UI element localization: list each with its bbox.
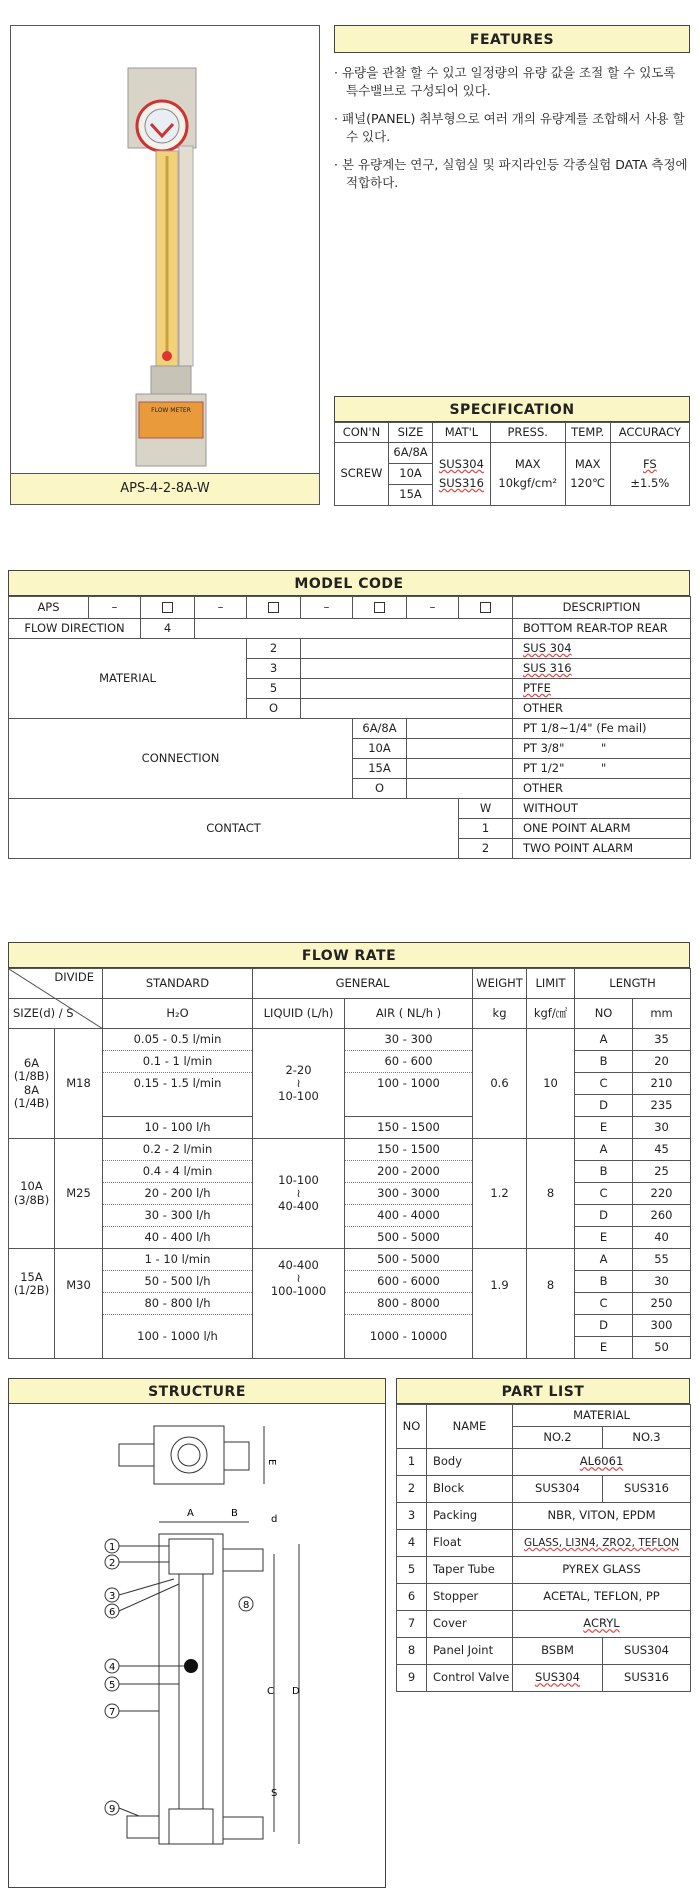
- length-no: E: [575, 1117, 633, 1139]
- part-list-header: [396, 1378, 690, 1404]
- part-name-head: NAME: [427, 1405, 513, 1449]
- h2o-head: H₂O: [103, 999, 253, 1029]
- callout-2: 2: [109, 1558, 116, 1569]
- material-desc: OTHER: [513, 699, 691, 719]
- air-cell: 600 - 6000: [345, 1271, 473, 1293]
- code-dash: –: [89, 597, 141, 619]
- standard-head: STANDARD: [103, 969, 253, 999]
- blank-cell: [301, 699, 513, 719]
- s-cell: M30: [55, 1249, 103, 1359]
- air-cell: 300 - 3000: [345, 1183, 473, 1205]
- length-head: LENGTH: [575, 969, 691, 999]
- material-desc: SUS 316: [513, 659, 691, 679]
- spec-head: ACCURACY: [610, 423, 689, 443]
- specification-header: [334, 396, 690, 422]
- h2o-cell: 10 - 100 l/h: [103, 1117, 253, 1139]
- weight-cell: 0.6: [473, 1029, 527, 1139]
- spec-press: MAX 10kgf/cm²: [490, 443, 565, 506]
- connection-code: 15A: [353, 759, 407, 779]
- features-header: [334, 25, 690, 53]
- contact-desc: ONE POINT ALARM: [513, 819, 691, 839]
- blank-cell: [301, 659, 513, 679]
- divide-label: DIVIDE: [54, 970, 94, 984]
- length-mm: 50: [633, 1337, 691, 1359]
- material-head: MATERIAL: [513, 1405, 691, 1427]
- air-cell: 100 - 1000: [345, 1073, 473, 1117]
- spec-head: SIZE: [388, 423, 432, 443]
- air-cell: 30 - 300: [345, 1029, 473, 1051]
- callout-9: 9: [109, 1804, 116, 1815]
- kg-head: kg: [473, 999, 527, 1029]
- contact-label: CONTACT: [9, 799, 459, 859]
- part-no: 2: [397, 1476, 427, 1503]
- part-name: Cover: [427, 1611, 513, 1638]
- mm-head: mm: [633, 999, 691, 1029]
- part-material: ACRYL: [513, 1611, 691, 1638]
- blank-cell: [407, 719, 513, 739]
- material-code: 3: [247, 659, 301, 679]
- callout-8: 8: [243, 1600, 250, 1611]
- material-desc: PTFE: [513, 679, 691, 699]
- part-material: PYREX GLASS: [513, 1557, 691, 1584]
- size-cell: 6A (1/8B) 8A (1/4B): [9, 1029, 55, 1139]
- air-cell: 500 - 5000: [345, 1249, 473, 1271]
- specification-title: SPECIFICATION: [449, 402, 575, 418]
- callout-3: 3: [109, 1591, 116, 1602]
- air-cell: 150 - 1500: [345, 1139, 473, 1161]
- air-cell: 800 - 8000: [345, 1293, 473, 1315]
- weight-cell: 1.9: [473, 1249, 527, 1359]
- limit-cell: 8: [527, 1139, 575, 1249]
- length-mm: 260: [633, 1205, 691, 1227]
- air-cell: 400 - 4000: [345, 1205, 473, 1227]
- length-mm: 30: [633, 1271, 691, 1293]
- part-no: 9: [397, 1665, 427, 1692]
- limit-cell: 8: [527, 1249, 575, 1359]
- code-prefix: APS: [9, 597, 89, 619]
- size-label-cell: [9, 999, 103, 1029]
- length-no: E: [575, 1227, 633, 1249]
- code-dash: –: [407, 597, 459, 619]
- part-material: BSBM: [513, 1638, 603, 1665]
- no3-head: NO.3: [603, 1427, 691, 1449]
- h2o-cell: 0.15 - 1.5 l/min: [103, 1073, 253, 1117]
- blank-cell: [407, 739, 513, 759]
- part-no: 4: [397, 1530, 427, 1557]
- part-name: Body: [427, 1449, 513, 1476]
- spec-matl: SUS304 SUS316: [433, 443, 491, 506]
- callout-1: 1: [109, 1542, 116, 1553]
- part-material: ACETAL, TEFLON, PP: [513, 1584, 691, 1611]
- structure-title: STRUCTURE: [148, 1384, 246, 1400]
- h2o-cell: 30 - 300 l/h: [103, 1205, 253, 1227]
- air-cell: 200 - 2000: [345, 1161, 473, 1183]
- part-name: Block: [427, 1476, 513, 1503]
- material-code: O: [247, 699, 301, 719]
- product-panel: [10, 25, 320, 505]
- blank-cell: [195, 619, 513, 639]
- liquid-cell: 40-400 ≀ 100-1000: [253, 1249, 345, 1359]
- h2o-cell: 20 - 200 l/h: [103, 1183, 253, 1205]
- h2o-cell: 40 - 400 l/h: [103, 1227, 253, 1249]
- blank-cell: [407, 759, 513, 779]
- code-box: [459, 597, 513, 619]
- spec-accuracy: FS ±1.5%: [610, 443, 689, 506]
- callout-4: 4: [109, 1662, 116, 1673]
- code-box: [247, 597, 301, 619]
- contact-code: W: [459, 799, 513, 819]
- part-material: SUS304: [513, 1665, 603, 1692]
- model-code-header: [8, 570, 690, 596]
- flow-rate-title: FLOW RATE: [301, 948, 397, 964]
- weight-cell: 1.2: [473, 1139, 527, 1249]
- feature-item: · 패널(PANEL) 취부형으로 여러 개의 유량계를 조합해서 사용 할 수 있다.: [334, 111, 685, 144]
- size-cell: 15A (1/2B): [9, 1249, 55, 1359]
- flow-rate-header: [8, 942, 690, 968]
- length-no: A: [575, 1029, 633, 1051]
- length-mm: 20: [633, 1051, 691, 1073]
- product-caption-bar: [11, 473, 319, 504]
- part-name: Float: [427, 1530, 513, 1557]
- length-mm: 25: [633, 1161, 691, 1183]
- part-material: NBR, VITON, EPDM: [513, 1503, 691, 1530]
- material-label: MATERIAL: [9, 639, 247, 719]
- air-cell: 150 - 1500: [345, 1117, 473, 1139]
- spec-temp: MAX 120℃: [565, 443, 610, 506]
- spec-conn: SCREW: [335, 443, 389, 506]
- callout-6: 6: [109, 1607, 116, 1618]
- flowmeter-photo: [11, 26, 319, 476]
- model-code-table: [8, 596, 691, 859]
- length-no: C: [575, 1073, 633, 1095]
- spec-size: 10A: [388, 464, 432, 485]
- blank-cell: [301, 679, 513, 699]
- code-dash: –: [195, 597, 247, 619]
- part-no-head: NO: [397, 1405, 427, 1449]
- limit-cell: 10: [527, 1029, 575, 1139]
- h2o-cell: 100 - 1000 l/h: [103, 1315, 253, 1359]
- structure-drawing: [9, 1404, 385, 1886]
- connection-code: O: [353, 779, 407, 799]
- spec-size: 6A/8A: [388, 443, 432, 464]
- description-head: DESCRIPTION: [513, 597, 691, 619]
- size-cell: 10A (3/8B): [9, 1139, 55, 1249]
- part-material: SUS316: [603, 1476, 691, 1503]
- part-list-table: [396, 1404, 691, 1692]
- part-material: SUS304: [513, 1476, 603, 1503]
- connection-desc: PT 1/8~1/4" (Fe mail): [513, 719, 691, 739]
- liquid-cell: 10-100 ≀ 40-400: [253, 1139, 345, 1249]
- code-box: [141, 597, 195, 619]
- limit-head: LIMIT: [527, 969, 575, 999]
- part-no: 7: [397, 1611, 427, 1638]
- part-name: Stopper: [427, 1584, 513, 1611]
- length-no: A: [575, 1139, 633, 1161]
- part-material: AL6061: [513, 1449, 691, 1476]
- length-no: D: [575, 1095, 633, 1117]
- length-no: C: [575, 1183, 633, 1205]
- kgf-head: kgf/㎠: [527, 999, 575, 1029]
- general-head: GENERAL: [253, 969, 473, 999]
- dim-D: D: [292, 1686, 300, 1697]
- length-mm: 235: [633, 1095, 691, 1117]
- length-no: B: [575, 1271, 633, 1293]
- length-no: B: [575, 1051, 633, 1073]
- spec-head: CON'N: [335, 423, 389, 443]
- dim-C: C: [267, 1686, 274, 1697]
- length-mm: 210: [633, 1073, 691, 1095]
- divide-size-corner: [9, 969, 103, 999]
- length-no: D: [575, 1205, 633, 1227]
- length-no: C: [575, 1293, 633, 1315]
- part-name: Control Valve: [427, 1665, 513, 1692]
- dim-B: B: [231, 1508, 238, 1519]
- h2o-cell: 80 - 800 l/h: [103, 1293, 253, 1315]
- part-name: Packing: [427, 1503, 513, 1530]
- part-no: 6: [397, 1584, 427, 1611]
- flow-direction-desc: BOTTOM REAR-TOP REAR: [513, 619, 691, 639]
- blank-cell: [301, 639, 513, 659]
- h2o-cell: 0.05 - 0.5 l/min: [103, 1029, 253, 1051]
- contact-code: 2: [459, 839, 513, 859]
- part-no: 3: [397, 1503, 427, 1530]
- feature-item: · 본 유량계는 연구, 실험실 및 파지라인등 각종실험 DATA 측정에 적합하다.: [334, 157, 688, 190]
- length-no: D: [575, 1315, 633, 1337]
- connection-desc: OTHER: [513, 779, 691, 799]
- part-name: Panel Joint: [427, 1638, 513, 1665]
- length-mm: 250: [633, 1293, 691, 1315]
- s-cell: M25: [55, 1139, 103, 1249]
- connection-desc: PT 1/2" ": [513, 759, 691, 779]
- spec-head: PRESS.: [490, 423, 565, 443]
- contact-desc: TWO POINT ALARM: [513, 839, 691, 859]
- dim-d: d: [271, 1514, 278, 1525]
- features-title: FEATURES: [469, 32, 555, 48]
- spec-size: 15A: [388, 485, 432, 506]
- spec-head: MAT'L: [433, 423, 491, 443]
- length-mm: 45: [633, 1139, 691, 1161]
- callout-7: 7: [109, 1707, 116, 1718]
- material-desc: SUS 304: [513, 639, 691, 659]
- no2-head: NO.2: [513, 1427, 603, 1449]
- connection-code: 10A: [353, 739, 407, 759]
- length-no: B: [575, 1161, 633, 1183]
- model-code-title: MODEL CODE: [294, 576, 404, 592]
- weight-head: WEIGHT: [473, 969, 527, 999]
- structure-panel: [8, 1404, 386, 1888]
- h2o-cell: 0.1 - 1 l/min: [103, 1051, 253, 1073]
- liquid-cell: 2-20 ≀ 10-100: [253, 1029, 345, 1139]
- part-list-title: PART LIST: [501, 1384, 585, 1400]
- length-mm: 220: [633, 1183, 691, 1205]
- h2o-cell: 0.4 - 4 l/min: [103, 1161, 253, 1183]
- material-code: 5: [247, 679, 301, 699]
- s-cell: M18: [55, 1029, 103, 1139]
- meter-label: FLOW METER: [151, 407, 191, 414]
- no-head: NO: [575, 999, 633, 1029]
- connection-code: 6A/8A: [353, 719, 407, 739]
- flow-direction-label: FLOW DIRECTION: [9, 619, 141, 639]
- blank-cell: [407, 779, 513, 799]
- air-head: AIR ( NL/h ): [345, 999, 473, 1029]
- flow-direction-code: 4: [141, 619, 195, 639]
- part-material: GLASS, LI3N4, ZRO2, TEFLON: [513, 1530, 691, 1557]
- part-material: SUS304: [603, 1638, 691, 1665]
- part-no: 5: [397, 1557, 427, 1584]
- length-mm: 30: [633, 1117, 691, 1139]
- dim-A: A: [187, 1508, 194, 1519]
- spec-head: TEMP.: [565, 423, 610, 443]
- product-caption: APS-4-2-8A-W: [120, 481, 210, 496]
- dim-E: E: [266, 1459, 277, 1466]
- connection-label: CONNECTION: [9, 719, 353, 799]
- h2o-cell: 0.2 - 2 l/min: [103, 1139, 253, 1161]
- part-no: 8: [397, 1638, 427, 1665]
- h2o-cell: 1 - 10 l/min: [103, 1249, 253, 1271]
- dim-S: S: [271, 1788, 278, 1799]
- specification-table: [334, 422, 690, 506]
- length-mm: 55: [633, 1249, 691, 1271]
- h2o-cell: 50 - 500 l/h: [103, 1271, 253, 1293]
- part-name: Taper Tube: [427, 1557, 513, 1584]
- air-cell: 500 - 5000: [345, 1227, 473, 1249]
- structure-header: [8, 1378, 386, 1404]
- size-label: SIZE(d) / S: [13, 1005, 74, 1020]
- liquid-head: LIQUID (L/h): [253, 999, 345, 1029]
- contact-code: 1: [459, 819, 513, 839]
- length-mm: 40: [633, 1227, 691, 1249]
- code-dash: –: [301, 597, 353, 619]
- length-mm: 300: [633, 1315, 691, 1337]
- length-no: E: [575, 1337, 633, 1359]
- connection-desc: PT 3/8" ": [513, 739, 691, 759]
- contact-desc: WITHOUT: [513, 799, 691, 819]
- code-box: [353, 597, 407, 619]
- part-no: 1: [397, 1449, 427, 1476]
- length-mm: 35: [633, 1029, 691, 1051]
- part-material: SUS316: [603, 1665, 691, 1692]
- air-cell: 60 - 600: [345, 1051, 473, 1073]
- feature-item: · 유량을 관찰 할 수 있고 일정량의 유량 값을 조절 할 수 있도록 특수밸브로 구성되어 있다.: [334, 65, 676, 98]
- features-list: [334, 64, 688, 202]
- air-cell: 1000 - 10000: [345, 1315, 473, 1359]
- material-code: 2: [247, 639, 301, 659]
- flow-rate-table: [8, 968, 691, 1359]
- callout-5: 5: [109, 1680, 116, 1691]
- length-no: A: [575, 1249, 633, 1271]
